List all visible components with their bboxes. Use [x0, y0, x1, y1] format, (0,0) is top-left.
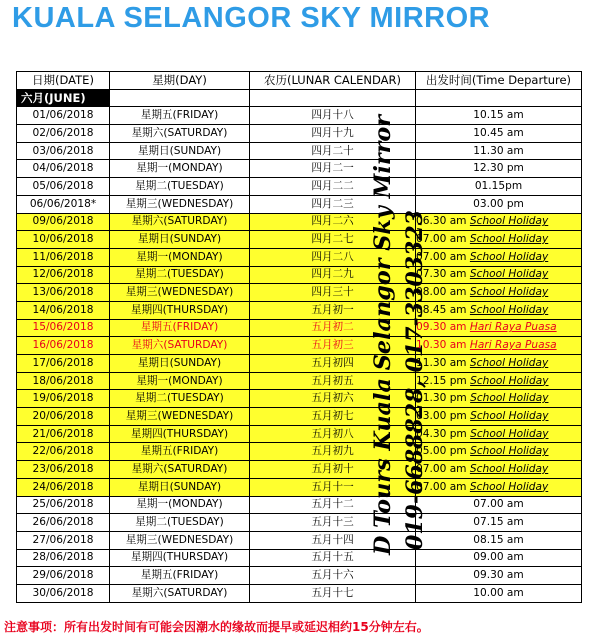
time-value: 09.00 am	[473, 551, 524, 564]
date-cell: 25/06/2018	[17, 496, 110, 514]
holiday-note: School Holiday	[469, 215, 549, 228]
header-day: 星期(DAY)	[110, 72, 250, 90]
lunar-cell: 四月二八	[250, 248, 416, 266]
holiday-note: School Holiday	[469, 268, 549, 281]
time-cell	[416, 549, 582, 567]
time-value: 07.00 am	[416, 250, 467, 263]
time-value: 09.30 am	[416, 321, 467, 334]
holiday-note: School Holiday	[469, 233, 549, 246]
lunar-cell: 五月初五	[250, 372, 416, 390]
header-time: 出发时间(Time Departure)	[416, 72, 582, 90]
lunar-cell: 五月初十	[250, 461, 416, 479]
day-cell: 星期日(SUNDAY)	[110, 478, 250, 496]
day-cell: 星期六(SATURDAY)	[110, 125, 250, 143]
holiday-note: School Holiday	[470, 427, 549, 440]
lunar-cell: 四月二三	[250, 195, 416, 213]
table-row	[17, 531, 582, 549]
time-value: 12.30 pm	[473, 162, 524, 175]
lunar-cell: 四月十九	[250, 125, 416, 143]
time-cell	[416, 248, 582, 266]
date-cell: 13/06/2018	[17, 284, 110, 302]
lunar-cell: 四月二六	[250, 213, 416, 231]
lunar-cell: 五月十四	[250, 531, 416, 549]
time-cell	[416, 213, 582, 231]
lunar-cell: 五月十二	[250, 496, 416, 514]
time-cell	[416, 107, 582, 125]
lunar-cell: 四月二九	[250, 266, 416, 284]
lunar-cell: 四月十八	[250, 107, 416, 125]
time-cell	[416, 266, 582, 284]
table-row	[17, 584, 582, 602]
day-cell: 星期一(MONDAY)	[110, 372, 250, 390]
month-label: 六月(JUNE)	[17, 89, 110, 107]
time-cell	[416, 584, 582, 602]
time-value: 08.00 am	[416, 286, 467, 299]
time-value: 11.30 am	[473, 144, 524, 157]
day-cell: 星期日(SUNDAY)	[110, 231, 250, 249]
day-cell: 星期三(WEDNESDAY)	[110, 195, 250, 213]
time-value: 05.00 pm	[416, 445, 467, 458]
lunar-cell: 五月初八	[250, 425, 416, 443]
holiday-note: School Holiday	[469, 303, 549, 316]
date-cell: 12/06/2018	[17, 266, 110, 284]
date-cell: 18/06/2018	[17, 372, 110, 390]
date-cell: 02/06/2018	[17, 125, 110, 143]
lunar-cell: 五月初七	[250, 408, 416, 426]
lunar-cell: 五月初一	[250, 301, 416, 319]
time-value: 01.30 pm	[416, 392, 467, 405]
holiday-note: School Holiday	[469, 462, 549, 475]
date-cell: 29/06/2018	[17, 567, 110, 585]
time-cell	[416, 142, 582, 160]
date-cell: 05/06/2018	[17, 178, 110, 196]
date-cell: 22/06/2018	[17, 443, 110, 461]
day-cell: 星期二(TUESDAY)	[110, 390, 250, 408]
time-value: 08.45 am	[416, 303, 467, 316]
lunar-cell: 五月初三	[250, 337, 416, 355]
lunar-cell: 五月初六	[250, 390, 416, 408]
time-cell	[416, 372, 582, 390]
lunar-cell: 四月二一	[250, 160, 416, 178]
day-cell: 星期一(MONDAY)	[110, 160, 250, 178]
day-cell: 星期三(WEDNESDAY)	[110, 408, 250, 426]
time-value: 03.00 pm	[416, 409, 467, 422]
table-row	[17, 213, 582, 231]
day-cell: 星期日(SUNDAY)	[110, 142, 250, 160]
date-cell: 17/06/2018	[17, 355, 110, 373]
table-row	[17, 478, 582, 496]
day-cell: 星期二(TUESDAY)	[110, 266, 250, 284]
lunar-cell: 四月三十	[250, 284, 416, 302]
holiday-note: School Holiday	[470, 374, 549, 387]
time-cell	[416, 425, 582, 443]
holiday-note: School Holiday	[469, 250, 549, 263]
table-row	[17, 372, 582, 390]
header-lunar: 农历(LUNAR CALENDAR)	[250, 72, 416, 90]
day-cell: 星期五(FRIDAY)	[110, 107, 250, 125]
date-cell: 19/06/2018	[17, 390, 110, 408]
lunar-cell: 五月十五	[250, 549, 416, 567]
date-cell: 28/06/2018	[17, 549, 110, 567]
holiday-note: Hari Raya Puasa	[469, 321, 557, 334]
lunar-cell: 五月十一	[250, 478, 416, 496]
date-cell: 04/06/2018	[17, 160, 110, 178]
table-row	[17, 160, 582, 178]
holiday-note: School Holiday	[470, 445, 549, 458]
time-value: 07.30 am	[416, 268, 467, 281]
date-cell: 26/06/2018	[17, 514, 110, 532]
schedule-body	[17, 89, 582, 602]
lunar-cell: 五月初九	[250, 443, 416, 461]
month-row	[17, 89, 582, 107]
holiday-note: School Holiday	[470, 409, 549, 422]
table-row	[17, 107, 582, 125]
time-cell	[416, 195, 582, 213]
lunar-cell: 五月初四	[250, 355, 416, 373]
day-cell: 星期六(SATURDAY)	[110, 584, 250, 602]
header-date: 日期(DATE)	[17, 72, 110, 90]
time-cell	[416, 531, 582, 549]
day-cell: 星期二(TUESDAY)	[110, 514, 250, 532]
holiday-note: School Holiday	[469, 480, 549, 493]
date-cell: 27/06/2018	[17, 531, 110, 549]
table-row	[17, 390, 582, 408]
time-value: 09.30 am	[473, 569, 524, 582]
lunar-cell: 五月初二	[250, 319, 416, 337]
date-cell: 30/06/2018	[17, 584, 110, 602]
day-cell: 星期五(FRIDAY)	[110, 567, 250, 585]
table-row	[17, 301, 582, 319]
time-value: 03.00 pm	[473, 197, 524, 210]
table-row	[17, 496, 582, 514]
table-row	[17, 337, 582, 355]
date-cell: 21/06/2018	[17, 425, 110, 443]
time-cell	[416, 301, 582, 319]
table-row	[17, 178, 582, 196]
lunar-cell: 四月二七	[250, 231, 416, 249]
time-value: 08.15 am	[473, 533, 524, 546]
time-cell	[416, 337, 582, 355]
table-row	[17, 266, 582, 284]
day-cell: 星期四(THURSDAY)	[110, 301, 250, 319]
day-cell: 星期二(TUESDAY)	[110, 178, 250, 196]
date-cell: 03/06/2018	[17, 142, 110, 160]
lunar-cell: 五月十六	[250, 567, 416, 585]
time-value: 01.15pm	[474, 179, 523, 192]
time-cell	[416, 231, 582, 249]
date-cell: 16/06/2018	[17, 337, 110, 355]
holiday-note: Hari Raya Puasa	[469, 339, 557, 352]
day-cell: 星期五(FRIDAY)	[110, 319, 250, 337]
table-row	[17, 425, 582, 443]
table-row	[17, 549, 582, 567]
time-value: 06.30 am	[416, 215, 467, 228]
table-row	[17, 355, 582, 373]
table-row	[17, 195, 582, 213]
time-value: 12.15 pm	[416, 374, 467, 387]
time-value: 07.15 am	[473, 516, 524, 529]
time-cell	[416, 408, 582, 426]
day-cell: 星期四(THURSDAY)	[110, 549, 250, 567]
holiday-note: School Holiday	[470, 392, 549, 405]
day-cell: 星期一(MONDAY)	[110, 496, 250, 514]
time-value: 10.00 am	[473, 586, 524, 599]
table-row	[17, 125, 582, 143]
date-cell: 09/06/2018	[17, 213, 110, 231]
holiday-note: School Holiday	[469, 286, 549, 299]
day-cell: 星期六(SATURDAY)	[110, 337, 250, 355]
table-row	[17, 284, 582, 302]
date-cell: 23/06/2018	[17, 461, 110, 479]
table-row	[17, 461, 582, 479]
time-value: 07.00 am	[416, 480, 467, 493]
table-row	[17, 231, 582, 249]
table-row	[17, 408, 582, 426]
date-cell: 06/06/2018*	[17, 195, 110, 213]
date-cell: 20/06/2018	[17, 408, 110, 426]
lunar-cell: 四月二十	[250, 142, 416, 160]
watermark-line2: 019-6688828, 017-3303323	[402, 210, 428, 550]
day-cell: 星期三(WEDNESDAY)	[110, 531, 250, 549]
day-cell: 星期六(SATURDAY)	[110, 213, 250, 231]
watermark-line1: D Tours Kuala Selangor Sky Mirror	[370, 121, 396, 555]
day-cell: 星期日(SUNDAY)	[110, 355, 250, 373]
time-cell	[416, 319, 582, 337]
time-cell	[416, 514, 582, 532]
day-cell: 星期五(FRIDAY)	[110, 443, 250, 461]
date-cell: 01/06/2018	[17, 107, 110, 125]
time-value: 10.15 am	[473, 109, 524, 122]
date-cell: 14/06/2018	[17, 301, 110, 319]
lunar-cell: 五月十七	[250, 584, 416, 602]
time-value: 07.00 am	[473, 498, 524, 511]
day-cell: 星期六(SATURDAY)	[110, 461, 250, 479]
day-cell: 星期四(THURSDAY)	[110, 425, 250, 443]
time-cell	[416, 390, 582, 408]
time-cell	[416, 178, 582, 196]
holiday-note: School Holiday	[469, 356, 549, 369]
time-value: 10.45 am	[473, 126, 524, 139]
time-cell	[416, 496, 582, 514]
footer-note: 注意事项：所有出发时间有可能会因潮水的缘故而提早或延迟相约15分钟左右。	[4, 620, 429, 634]
date-cell: 24/06/2018	[17, 478, 110, 496]
time-cell	[416, 284, 582, 302]
time-cell	[416, 355, 582, 373]
table-row	[17, 248, 582, 266]
date-cell: 10/06/2018	[17, 231, 110, 249]
time-cell	[416, 478, 582, 496]
time-cell	[416, 443, 582, 461]
page-title: KUALA SELANGOR SKY MIRROR	[12, 2, 491, 34]
date-cell: 11/06/2018	[17, 248, 110, 266]
table-row	[17, 142, 582, 160]
time-cell	[416, 567, 582, 585]
day-cell: 星期一(MONDAY)	[110, 248, 250, 266]
time-cell	[416, 160, 582, 178]
table-row	[17, 567, 582, 585]
schedule-table	[16, 71, 582, 603]
lunar-cell: 五月十三	[250, 514, 416, 532]
time-cell	[416, 461, 582, 479]
table-header-row	[17, 72, 582, 90]
table-row	[17, 443, 582, 461]
time-value: 07.00 am	[416, 462, 467, 475]
time-value: 07.00 am	[416, 233, 467, 246]
date-cell: 15/06/2018	[17, 319, 110, 337]
time-value: 11.30 am	[416, 356, 467, 369]
table-row	[17, 319, 582, 337]
lunar-cell: 四月二二	[250, 178, 416, 196]
time-cell	[416, 125, 582, 143]
table-row	[17, 514, 582, 532]
time-value: 10.30 am	[416, 339, 467, 352]
time-value: 04.30 pm	[416, 427, 467, 440]
day-cell: 星期三(WEDNESDAY)	[110, 284, 250, 302]
